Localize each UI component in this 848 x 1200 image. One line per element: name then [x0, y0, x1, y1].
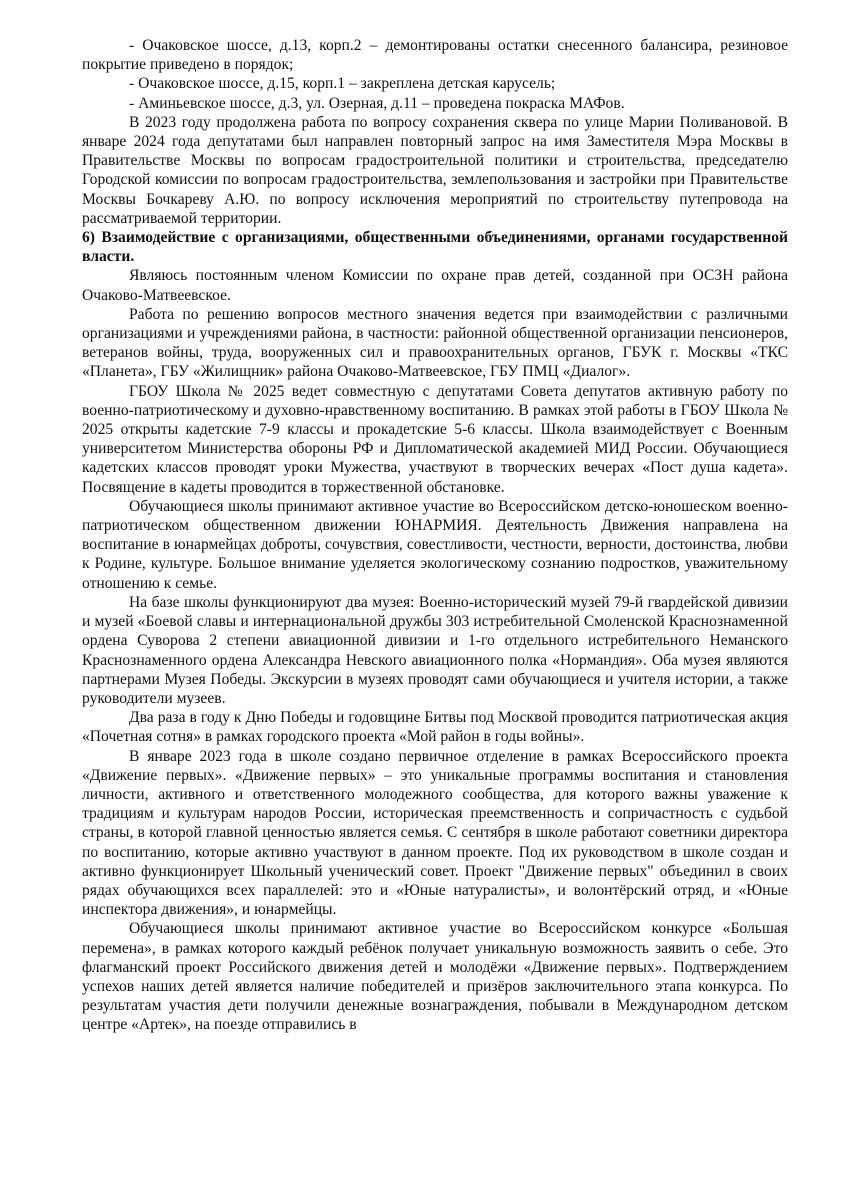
paragraph-museums: На базе школы функционируют два музея: Военно-исторический музей 79-й гвардейской дивизии и музей «Боевой славы и интернациональной дружбы 303 истребительной Смоленской Краснознаменной ордена Суворова 2 степени авиационной дивизии и 1-го отдельного истребительного Неманского Краснознаменного ордена Александра Невского авиационного полка «Нормандия». Оба музея являются партнерами Музея Победы. Экскурсии в музеях проводят сами обучающиеся и учителя истории, а также руководители музеев.	[82, 593, 788, 707]
paragraph-yunarmiya: Обучающиеся школы принимают активное участие во Всероссийском детско-юношеском военно-патриотическом общественном движении ЮНАРМИЯ. Деятельность Движения направлена на воспитание в юнармейцах доброты, сочувствия, совестливости, честности, верности, достоинства, любви к Родине, культуре. Большое внимание уделяется экологическому сознанию подростков, уважительному отношению к семье.	[82, 497, 788, 592]
paragraph-pochetnaya-sotnya: Два раза в году к Дню Победы и годовщине Битвы под Москвой проводится патриотическая акция «Почетная сотня» в рамках городского проекта «Мой район в годы войны».	[82, 709, 788, 746]
paragraph-square-preservation: В 2023 году продолжена работа по вопросу сохранения сквера по улице Марии Поливановой. В январе 2024 года депутатами был направлен повторный запрос на имя Заместителя Мэра Москвы в Правительстве Москвы по вопросам градостроительной политики и строительства, председателю Городской комиссии по вопросам градостроительства, землепользования и застройки при Правительстве Москвы Бочкареву А.Ю. по вопросу исключения мероприятий по строительству путепровода на рассматриваемой территории.	[82, 113, 788, 227]
paragraph-commission: Являюсь постоянным членом Комиссии по охране прав детей, созданной при ОСЗН района Очаково-Матвеевское.	[82, 267, 788, 304]
paragraph-dvizhenie-pervyh: В январе 2023 года в школе создано первичное отделение в рамках Всероссийского проекта «Движение первых». «Движение первых» – это уникальные программы воспитания и становления личности, активного и ответственного молодежного сообщества, для которого важны уважение к традициям и культурам народов России, историческая преемственность и сопричастность с судьбой страны, в которой главной ценностью является семья. С сентября в школе работают советники директора по воспитанию, которые активно участвуют в данном проекте. Под их руководством в школе создан и активно функционирует Школьный ученический совет. Проект "Движение первых" объединил в своих рядах обучающихся всех параллелей: это и «Юные натуралисты», и волонтёрский отряд, и «Юные инспектора движения», и юнармейцы.	[82, 747, 788, 919]
list-item-aminyevskoe-3: - Аминьевское шоссе, д.3, ул. Озерная, д.11 – проведена покраска МАФов.	[129, 94, 625, 112]
section-heading-6: 6) Взаимодействие с организациями, общественными объединениями, органами государственной власти.	[82, 229, 788, 266]
paragraph-bolshaya-peremena: Обучающиеся школы принимают активное участие во Всероссийском конкурсе «Большая перемена», в рамках которого каждый ребёнок получает уникальную возможность заявить о себе. Это флагманский проект Российского движения детей и молодёжи «Движение первых». Подтверждением успехов наших детей является наличие победителей и призёров заключительного этапа конкурса. По результатам участия дети получили денежные вознаграждения, побывали в Международном детском центре «Артек», на поезде отправились в	[82, 920, 788, 1034]
list-item-ochakovskoe-15: - Очаковское шоссе, д.15, корп.1 – закреплена детская карусель;	[129, 75, 556, 93]
list-item-ochakovskoe-13: - Очаковское шоссе, д.13, корп.2 – демонтированы остатки снесенного балансира, резиновое покрытие приведено в порядок;	[82, 37, 788, 74]
document-page	[82, 36, 788, 1035]
paragraph-organizations: Работа по решению вопросов местного значения ведется при взаимодействии с различными организациями и учреждениями района, в частности: районной общественной организации пенсионеров, ветеранов войны, труда, вооруженных сил и правоохранительных органов, ГБУК г. Москвы «ТКС «Планета», ГБУ «Жилищник» района Очаково-Матвеевское, ГБУ ПМЦ «Диалог».	[82, 305, 788, 381]
paragraph-school-2025: ГБОУ Школа № 2025 ведет совместную с депутатами Совета депутатов активную работу по военно-патриотическому и духовно-нравственному воспитанию. В рамках этой работы в ГБОУ Школа № 2025 открыты кадетские 7-9 классы и прокадетские 5-6 классы. Школа взаимодействует с Военным университетом Министерства обороны РФ и Дипломатической академией МИД России. Обучающиеся кадетских классов проводят уроки Мужества, участвуют в творческих вечерах «Пост душа кадета». Посвящение в кадеты проводится в торжественной обстановке.	[82, 382, 788, 496]
